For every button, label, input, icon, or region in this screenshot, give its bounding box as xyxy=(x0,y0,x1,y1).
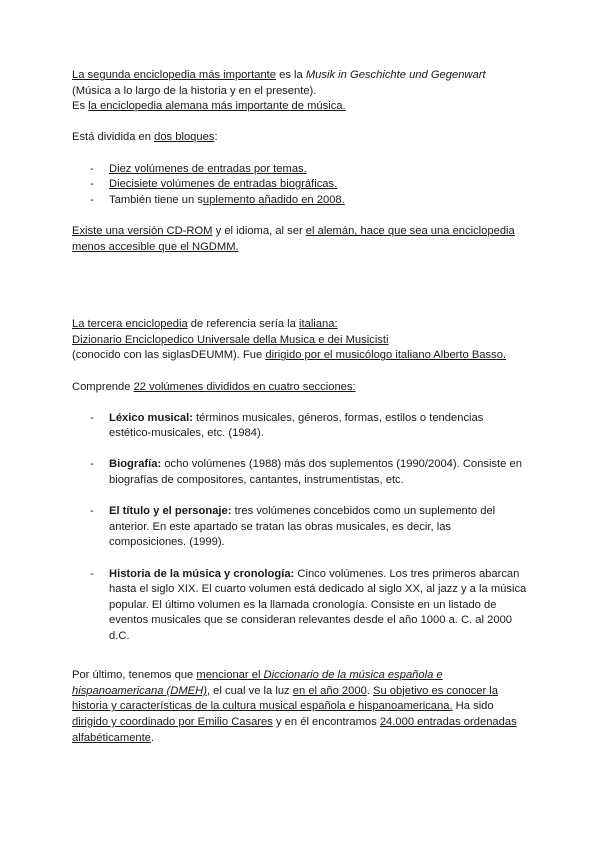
list-item: - El título y el personaje: tres volúmenes concebidos como un suplemento del anterior. En este apartado se tratan las obras musicales, es decir, las composiciones. (1999). xyxy=(72,504,528,551)
paragraph-mgg-translation: (Música a lo largo de la historia y en el presente). xyxy=(72,84,317,97)
paragraph-deumm-title: Dizionario Enciclopedico Universale della Musica e dei Musicisti xyxy=(72,333,389,346)
paragraph-dmeh: Por último, tenemos que mencionar el Diccionario de la música española e hispanoamericana (DMEH), el cual ve la luz en el año 2000. Su objetivo es conocer la historia y características de la cultura musical española e hispanoamericana. Ha sido dirigido y coordinado por Emilio Casares y en él encontramos 24.000 entradas ordenadas alfabéticamente. xyxy=(72,669,517,744)
list-item: - Historia de la música y cronología: Cinco volúmenes. Los tres primeros abarcan hasta el siglo XIX. El cuarto volumen está dedicado al siglo XX, al jazz y a la música popular. El último volumen es la llamada cronología. Consiste en un listado de eventos musicales que se consideran relevantes desde el año 1000 a. C. al 2000 d.C. xyxy=(72,567,528,645)
list-item: - También tiene un suplemento añadido en 2008. xyxy=(72,193,528,209)
paragraph-mgg-title: La segunda enciclopedia más importante es la Musik in Geschichte und Gegenwart xyxy=(72,69,486,81)
list-item: - Léxico musical: términos musicales, géneros, formas, estilos o tendencias estético-musicales, etc. (1984). xyxy=(72,411,528,442)
paragraph-mgg-importance: Es la enciclopedia alemana más importante de música. xyxy=(72,100,346,113)
paragraph-deumm-director: (conocido con las siglasDEUMM). Fue dirigido por el musicólogo italiano Alberto Basso. xyxy=(72,349,507,362)
paragraph-cdrom: Existe una versión CD-ROM y el idioma, al ser el alemán, hace que sea una enciclopedia menos accesible que el NGDMM. xyxy=(72,224,515,253)
list-item: - Diez volúmenes de entradas por temas. xyxy=(72,162,528,178)
deumm-sections-list xyxy=(72,411,528,645)
mgg-blocks-list xyxy=(72,162,528,209)
list-item: - Biografía: ocho volúmenes (1988) más dos suplementos (1990/2004). Consiste en biografías de compositores, cantantes, instrumentistas, etc. xyxy=(72,457,528,488)
italic-title: Musik in Geschichte und Gegenwart xyxy=(305,69,486,81)
paragraph-divided: Está dividida en dos bloques: xyxy=(72,131,218,144)
list-item: - Diecisiete volúmenes de entradas biográficas. xyxy=(72,177,528,193)
underlined-text: La segunda enciclopedia más importante xyxy=(72,69,276,81)
paragraph-deumm-sections: Comprende 22 volúmenes divididos en cuatro secciones: xyxy=(72,380,356,393)
document-page xyxy=(72,68,528,746)
paragraph-deumm-intro: La tercera enciclopedia de referencia sería la italiana: xyxy=(72,318,338,331)
